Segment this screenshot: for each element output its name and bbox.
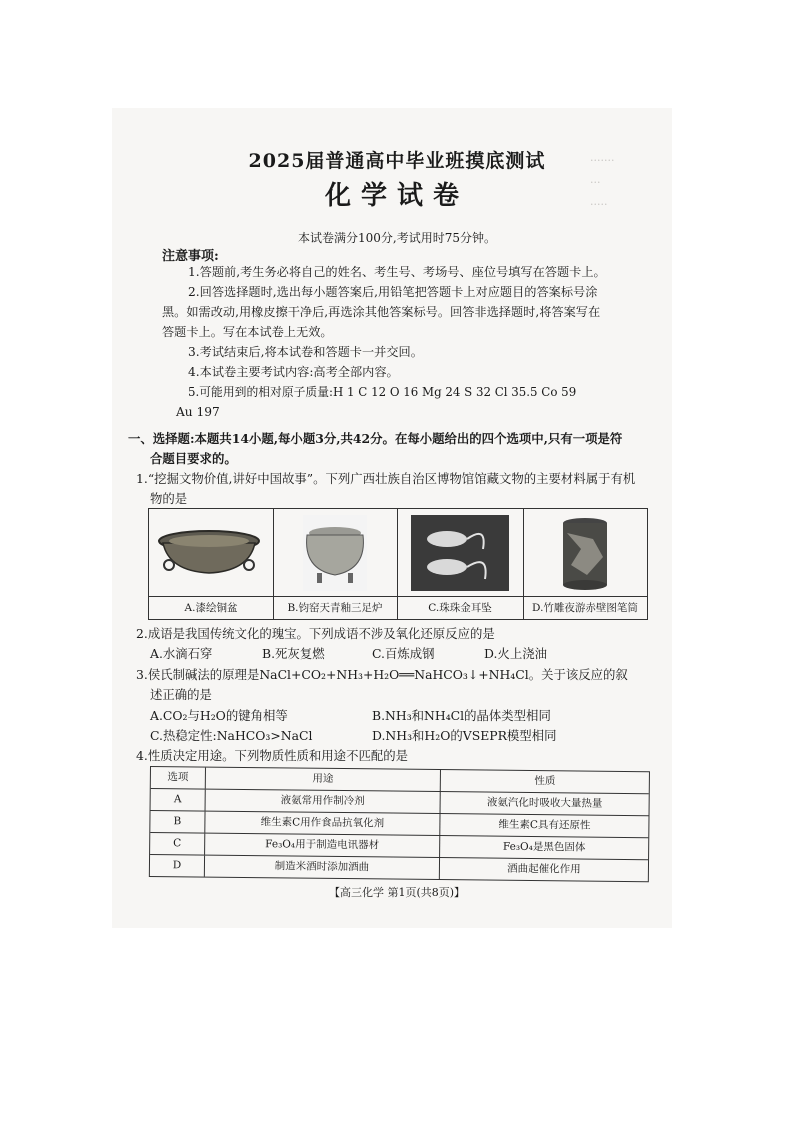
notes-line: 4.本试卷主要考试内容:高考全部内容。: [188, 365, 399, 379]
gold-earrings-image: [397, 509, 523, 597]
artifact-a: [149, 509, 274, 619]
q3-option-c: C.热稳定性:NaHCO₃>NaCl: [150, 728, 313, 743]
artifact-d: [523, 509, 647, 619]
row-property: 维生素C具有还原性: [498, 818, 591, 832]
row-property: 酒曲起催化作用: [507, 862, 581, 876]
bleed-through: ······· ··· ·····: [590, 154, 615, 211]
tripod-censer-image: [273, 509, 397, 597]
question-1-stem-cont: 物的是: [150, 491, 188, 506]
artifact-c: [397, 509, 524, 619]
q2-option-a: A.水滴石穿: [150, 646, 213, 661]
header-option: 选项: [151, 767, 206, 789]
row-option: D: [150, 855, 205, 877]
row-use: 液氨常用作制冷剂: [206, 790, 441, 813]
q2-option-c: C.百炼成钢: [372, 646, 435, 661]
caption-c: C.珠珠金耳坠: [397, 596, 523, 619]
row-property: 液氨汽化时吸收大量热量: [486, 796, 603, 810]
bronze-basin-image: [149, 509, 273, 597]
q3-option-a: A.CO₂与H₂O的键角相等: [150, 708, 288, 723]
q3-option-b: B.NH₃和NH₄Cl的晶体类型相同: [372, 708, 551, 723]
row-property: Fe₃O₄是黑色固体: [502, 840, 586, 854]
row-option: C: [150, 833, 205, 855]
notes-line: 1.答题前,考生务必将自己的姓名、考生号、考场号、座位号填写在答题卡上。: [188, 265, 606, 279]
caption-b: B.钧窑天青釉三足炉: [273, 596, 397, 619]
bamboo-brush-pot-image: [523, 509, 647, 597]
row-use: Fe₃O₄用于制造电讯器材: [205, 834, 440, 857]
question-3-stem-cont: 述正确的是: [150, 687, 212, 702]
q2-option-d: D.火上浇油: [484, 646, 547, 661]
artifact-b: [273, 509, 398, 619]
page-footer: 【高三化学 第1页(共8页)】: [328, 886, 466, 899]
notes-heading: 注意事项:: [162, 249, 219, 264]
exam-title: 2025届普通高中毕业班摸底测试: [248, 150, 546, 172]
artifact-table: [148, 508, 648, 620]
notes-line: Au 197: [176, 405, 220, 419]
notes-line: 答题卡上。写在本试卷上无效。: [162, 325, 333, 339]
notes-line: 2.回答选择题时,选出每小题答案后,用铅笔把答题卡上对应题目的答案标号涂: [188, 285, 598, 299]
question-2-stem: 2.成语是我国传统文化的瑰宝。下列成语不涉及氧化还原反应的是: [136, 626, 495, 641]
header-property: 性质: [534, 775, 556, 788]
q2-option-b: B.死灰复燃: [262, 646, 325, 661]
question-4-stem: 4.性质决定用途。下列物质性质和用途不匹配的是: [136, 748, 409, 763]
section-heading-cont: 合题目要求的。: [150, 451, 237, 466]
q3-option-d: D.NH₃和H₂O的VSEPR模型相同: [372, 728, 557, 743]
row-use: 制造米酒时添加酒曲: [205, 856, 440, 879]
table-row: [150, 855, 648, 881]
notes-line: 3.考试结束后,将本试卷和答题卡一并交回。: [188, 345, 423, 359]
subject-title: 化学试卷: [324, 181, 469, 211]
row-option: A: [151, 789, 206, 811]
caption-d: D.竹雕夜游赤壁图笔筒: [523, 596, 647, 619]
exam-subtitle: 本试卷满分100分,考试用时75分钟。: [298, 231, 496, 245]
row-use: 维生素C用作食品抗氧化剂: [205, 812, 440, 835]
notes-line: 黑。如需改动,用橡皮擦干净后,再选涂其他答案标号。回答非选择题时,将答案写在: [162, 305, 601, 319]
question-3-stem: 3.侯氏制碱法的原理是NaCl+CO₂+NH₃+H₂O══NaHCO₃↓+NH₄Cl。关于该反应的叙: [136, 667, 628, 682]
caption-a: A.漆绘铜盆: [149, 596, 273, 619]
question-1-stem: 1.“挖掘文物价值,讲好中国故事”。下列广西壮族自治区博物馆馆藏文物的主要材料属于有机: [136, 471, 636, 486]
section-heading: 一、选择题:本题共14小题,每小题3分,共42分。在每小题给出的四个选项中,只有一项是符: [128, 431, 623, 446]
property-table: [149, 766, 650, 882]
notes-line: 5.可能用到的相对原子质量:H 1 C 12 O 16 Mg 24 S 32 Cl 35.5 Co 59: [188, 385, 577, 399]
header-use: 用途: [206, 768, 441, 791]
row-option: B: [150, 811, 205, 833]
